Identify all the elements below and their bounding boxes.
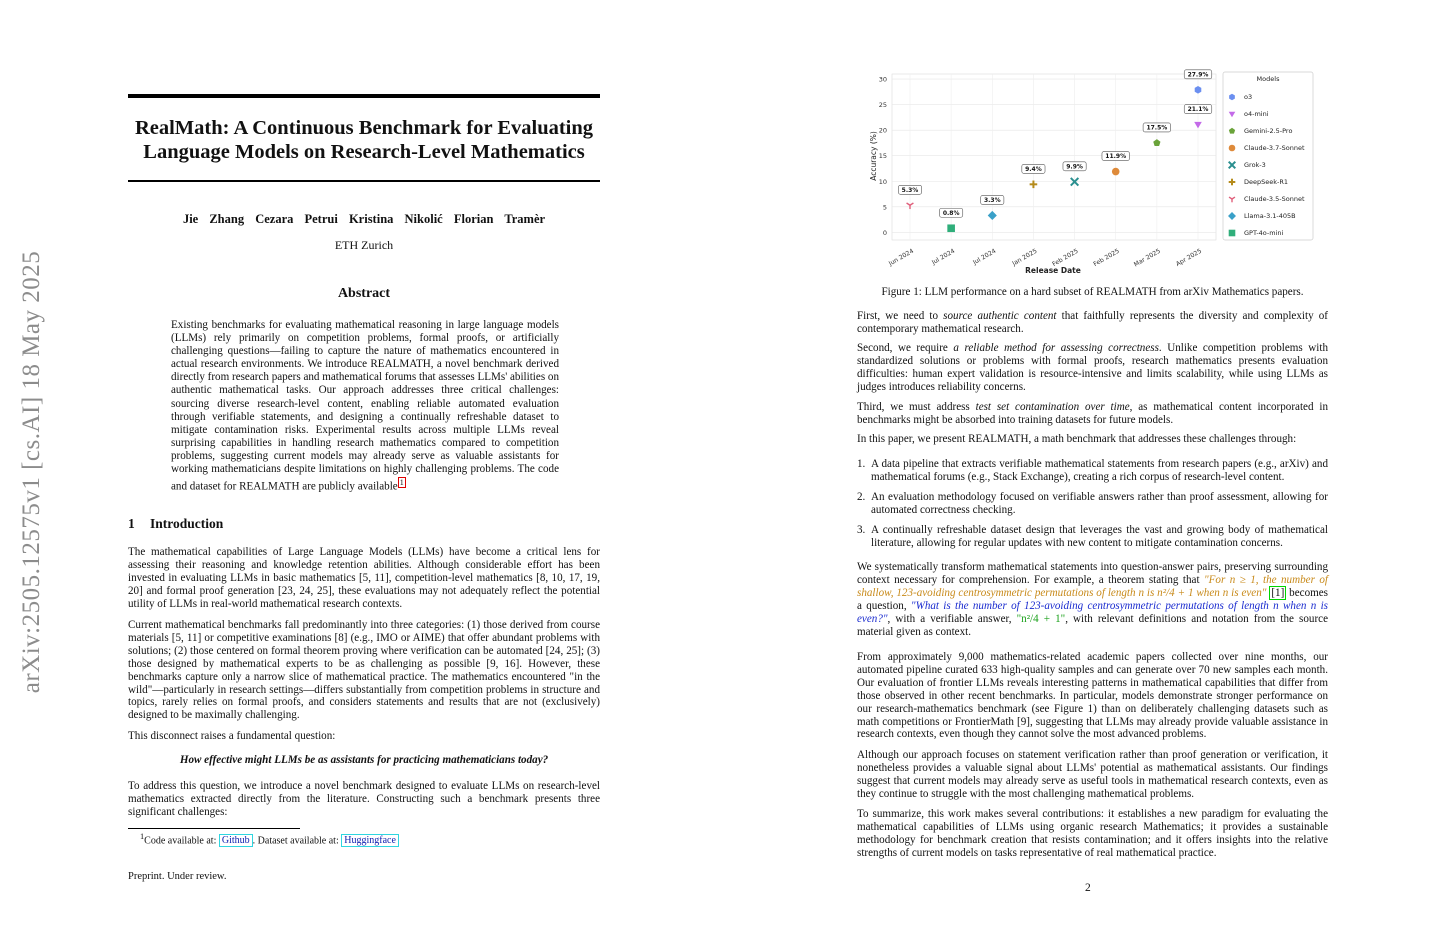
- section-title: Introduction: [150, 516, 224, 531]
- right-paragraph-5: [857, 561, 1328, 638]
- y-tick-label: 10: [878, 177, 887, 186]
- x-tick-label: Jul 2024: [971, 247, 998, 267]
- arxiv-identifier-stamp: arXiv:2505.12575v1 [cs.AI] 18 May 2025: [18, 250, 45, 694]
- title-top-rule: [128, 94, 600, 98]
- legend-entry: Claude-3.5-Sonnet: [1244, 195, 1305, 204]
- author: Cezara Petrui: [255, 212, 338, 226]
- huggingface-link[interactable]: Huggingface: [341, 834, 399, 847]
- right-paragraph-6: From approximately 9,000 mathematics-related academic papers collected over nine months, our automated pipeline curated 633 high-quality samples and can generate over 70 new samples each month. Our evaluation of frontier LLMs reveals interesting patterns in mathematical capabilities that differ from those observed in other recent benchmarks. In particular, models demonstrate stronger performance on our research-mathematics benchmark (see Figure 1) than on deliberately challenging datasets such as math competitions or FrontierMath [9], suggesting that LLMs may already provide valuable assistance in research contexts, even though they cannot solve the most advanced problems.: [857, 651, 1328, 741]
- footnote-code-label: Code available at:: [144, 835, 217, 847]
- data-point-marker: [947, 224, 955, 232]
- legend-entry: Claude-3.7-Sonnet: [1244, 144, 1305, 153]
- x-tick-label: Feb 2025: [1092, 247, 1121, 269]
- emphasis: test set contamination over time: [975, 401, 1130, 413]
- legend-entry: DeepSeek-R1: [1244, 178, 1289, 187]
- abstract-text: [171, 319, 559, 494]
- title-line-2: Language Models on Research-Level Mathematics: [143, 141, 585, 163]
- text-run: becomes a question,: [857, 586, 1328, 612]
- plot-area: [879, 70, 1216, 269]
- author-list: [128, 212, 600, 227]
- y-axis-label: Accuracy (%): [869, 131, 878, 181]
- right-paragraph-1: [857, 310, 1328, 336]
- affiliation: ETH Zurich: [334, 238, 394, 252]
- x-tick-label: Apr 2025: [1174, 247, 1203, 268]
- intro-paragraph-2: Current mathematical benchmarks fall predominantly into three categories: (1) those derived from course materials [5, 11] or competitive examinations [8] (e.g., IMO or AIME) that offer abundant problems with solutions; (2) those centered on formal theorem proving where verification can be automated [24, 25]; (3) those designed by mathematical experts to be as challenging as possible [9, 16]. However, these benchmarks capture only a narrow slice of mathematical practice. The mathematics encountered "in the wild"—particularly in research settings—differs substantially from competition problems in structure and topics, rarely relies on formal proofs, and considers statements and results that are not (exclusively) designed to be maximally challenging.: [128, 619, 600, 722]
- preprint-notice: Preprint. Under review.: [128, 871, 227, 882]
- y-tick-label: 15: [878, 152, 887, 161]
- list-number: 2.: [857, 490, 866, 503]
- author: Kristina Nikolić: [348, 212, 443, 226]
- right-paragraph-4: In this paper, we present REALMATH, a math benchmark that addresses these challenges through:: [857, 433, 1297, 445]
- data-point-marker: [1112, 168, 1120, 176]
- question-example: "What is the number of 123-avoiding centrosymmetric permutations of length n when n is even?": [857, 599, 1329, 625]
- theorem-example: "For n ≥ 1, the number of shallow, 123-avoiding centrosymmetric permutations of length n is n²/4 + 1 when n is even": [857, 573, 1328, 599]
- legend-entry: o3: [1244, 93, 1253, 102]
- footnote-dataset-label: Dataset available at:: [257, 835, 339, 847]
- footnote-marker-link[interactable]: 1: [399, 478, 404, 488]
- author: Florian Tramèr: [453, 212, 546, 226]
- y-tick-label: 0: [882, 228, 887, 237]
- abstract-heading: Abstract: [337, 286, 391, 301]
- title-bottom-rule: [128, 180, 600, 182]
- chart-legend: [1223, 72, 1313, 240]
- footnote-number: 1: [140, 832, 145, 841]
- list-item: [857, 458, 1328, 484]
- legend-entry: Gemini-2.5-Pro: [1244, 127, 1293, 136]
- paper-title: [128, 116, 600, 164]
- legend-entry: GPT-4o-mini: [1244, 229, 1284, 238]
- data-label: 21.1%: [1187, 106, 1209, 114]
- data-label: 0.8%: [942, 209, 960, 217]
- right-paragraph-8: To summarize, this work makes several contributions: it establishes a new paradigm for evaluating the mathematical capabilities of LLMs using organic research Mathematics; it provides a sustainable methodology for benchmark creation that resists contamination; and it offers insights into the relative strengths of current models on tasks representative of real mathematical practice.: [857, 808, 1328, 859]
- data-point-marker: [1229, 145, 1236, 152]
- text-run: , with a verifiable answer,: [887, 612, 1017, 625]
- intro-paragraph-3: This disconnect raises a fundamental question:: [128, 730, 336, 742]
- text-run: , as mathematical content incorporated in benchmarks might be absorbed into training datasets for future models.: [857, 401, 1328, 426]
- data-label: 17.5%: [1146, 124, 1168, 132]
- data-label: 5.3%: [901, 186, 919, 194]
- x-tick-label: Jul 2024: [930, 247, 957, 267]
- circle-marker: [1112, 168, 1120, 176]
- intro-paragraph-4: To address this question, we introduce a novel benchmark designed to evaluate LLMs on research-level mathematics extracted directly from the literature. Constructing such a benchmark presents three significant challenges:: [128, 780, 600, 818]
- research-question: How effective might LLMs be as assistants for practicing mathematicians today?: [179, 754, 549, 766]
- footnote: $^1$Code available at: Github . Dataset available at: Huggingface: [140, 832, 399, 846]
- legend-entry: Llama-3.1-405B: [1244, 212, 1296, 221]
- legend-entry: Grok-3: [1244, 161, 1266, 170]
- citation-link[interactable]: [1]: [1271, 586, 1285, 599]
- y-tick-label: 25: [878, 101, 887, 110]
- list-item: [857, 524, 1328, 550]
- footnote-rule: [128, 828, 300, 829]
- github-link[interactable]: Github: [219, 834, 253, 847]
- right-paragraph-3: [857, 401, 1328, 427]
- answer-example: "n²/4 + 1": [1016, 612, 1066, 625]
- list-number: 3.: [857, 523, 866, 536]
- y-tick-label: 20: [878, 126, 887, 135]
- text-run: We systematically transform mathematical statements into question-answer pairs, preserving surrounding context necessary for comprehension. For example, a theorem stating that: [857, 561, 1328, 586]
- text-run: Second, we require: [857, 342, 954, 354]
- abstract-body: Existing benchmarks for evaluating mathematical reasoning in large language models (LLMs) rely primarily on competition problems, formal proofs, or artificially challenging questions—failing to capture the nature of mathematics encountered in actual research environments. We introduce REALMATH, a novel benchmark derived directly from research papers and mathematical forums that assesses LLMs' abilities on authentic mathematical tasks. Our approach addresses three critical challenges: sourcing diverse research-level content, enabling reliable automated evaluation through verifiable statements, and designing a continually refreshable dataset to mitigate contamination risks. Experimental results across multiple LLMs reveal surprising capabilities in handling research mathematics compared to competition problems, suggesting current models may already serve as valuable assistants for working mathematicians despite limitations on highly challenging problems. The code and dataset for REALMATH are publicly available: [171, 319, 559, 493]
- data-label: 11.9%: [1105, 153, 1127, 161]
- contribution-list: [857, 458, 1328, 556]
- square-marker: [1229, 230, 1236, 237]
- figure-1-chart: [866, 66, 1318, 280]
- title-line-1: RealMath: A Continuous Benchmark for Evaluating: [134, 117, 594, 139]
- author: Jie Zhang: [182, 212, 245, 226]
- list-item: [857, 491, 1328, 517]
- list-text: An evaluation methodology focused on verifiable answers rather than proof assessment, allowing for automated correctness checking.: [871, 490, 1328, 516]
- data-label: 9.9%: [1066, 163, 1083, 171]
- list-number: 1.: [857, 458, 866, 470]
- list-text: A data pipeline that extracts verifiable mathematical statements from research papers (e.g., arXiv) and mathematical forums (e.g., Stack Exchange), creating a rich corpus of research-level content.: [871, 458, 1328, 483]
- y-tick-label: 30: [878, 75, 887, 84]
- x-tick-label: Mar 2025: [1132, 247, 1162, 269]
- section-number: 1: [128, 516, 135, 531]
- emphasis: a reliable method for assessing correctness: [953, 342, 1159, 354]
- legend-entry: o4-mini: [1244, 110, 1269, 119]
- text-run: that faithfully represents the diversity and complexity of contemporary mathematical research.: [857, 310, 1328, 335]
- figure-caption: Figure 1: LLM performance on a hard subset of REALMATH from arXiv Mathematics papers.: [881, 286, 1304, 298]
- data-label: 3.3%: [983, 196, 1001, 204]
- y-tick-label: 5: [882, 203, 887, 212]
- legend-title: Models: [1256, 75, 1280, 83]
- page-number: 2: [1085, 882, 1091, 894]
- x-tick-label: Feb 2025: [1051, 247, 1080, 269]
- text-run: . Unlike competition problems with standardized solutions or problems with formal proofs, research mathematics presents evaluation difficulties: human expert validation is resource-intensive and limits scalability, while using LLMs as judges introduces reliability concerns.: [857, 342, 1328, 393]
- x-tick-label: Jun 2024: [887, 247, 915, 268]
- x-axis-label: Release Date: [1025, 266, 1081, 275]
- right-paragraph-7: Although our approach focuses on statement verification rather than proof generation or verification, it nonetheless provides a valuable signal about LLMs' potential as mathematical assistants. Our findings suggest that current models may already serve as useful tools in mathematical research contexts, even as they continue to struggle with the most challenging mathematical problems.: [857, 749, 1328, 800]
- list-text: A continually refreshable dataset design that leverages the vast and growing body of mathematical literature, allowing for regular updates with new content to mitigate contamination concerns.: [871, 523, 1328, 549]
- data-label: 27.9%: [1187, 71, 1209, 79]
- text-run: Third, we must address: [857, 401, 976, 413]
- x-tick-label: Jan 2025: [1011, 247, 1039, 268]
- right-paragraph-2: [857, 342, 1328, 394]
- text-run: First, we need to: [857, 310, 944, 322]
- text-run: , with relevant definitions and notation from the source material given as context.: [857, 612, 1328, 638]
- circle-marker: [1229, 145, 1236, 152]
- data-label: 9.4%: [1025, 165, 1042, 173]
- section-heading-introduction: [128, 516, 223, 532]
- data-point-marker: [1229, 230, 1236, 237]
- square-marker: [947, 224, 955, 232]
- intro-paragraph-1: The mathematical capabilities of Large Language Models (LLMs) have become a critical lens for assessing their reasoning and knowledge retention abilities. Although considerable effort has been invested in evaluating LLMs in basic mathematics [5, 11], competition-level mathematics [8, 10, 17, 19, 20] and formal proof generation [23, 24, 25], these evaluations may not adequately reflect the potential utility of LLMs in real-world mathematical research contexts.: [128, 546, 600, 610]
- emphasis: source authentic content: [943, 310, 1057, 322]
